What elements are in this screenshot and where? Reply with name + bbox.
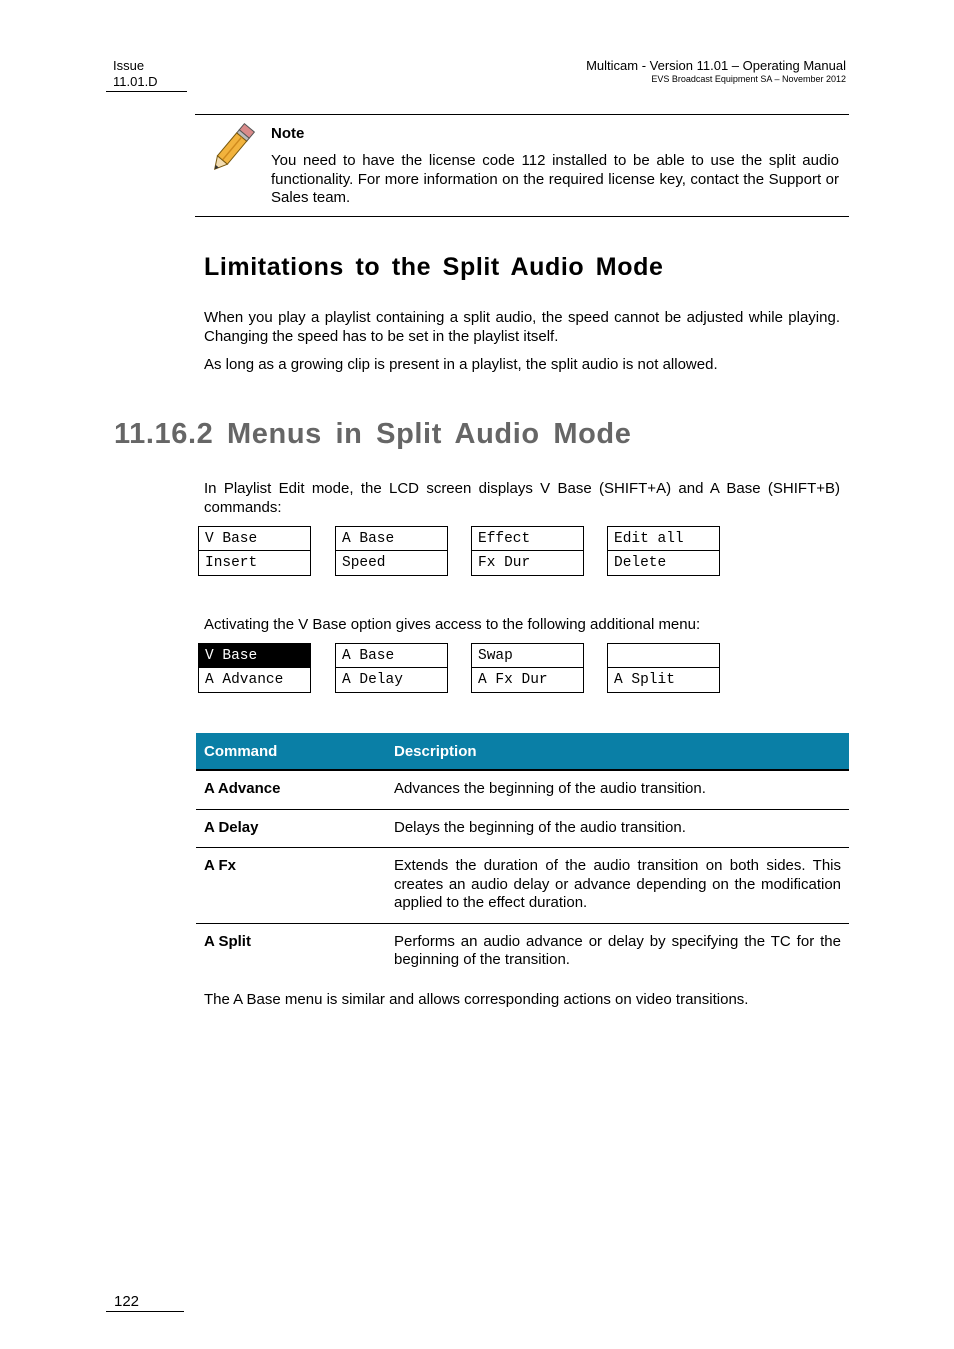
lcd-key-bottom-label: Delete: [614, 555, 667, 571]
issue-block: [106, 58, 187, 92]
lcd-key-a-split: [607, 643, 720, 693]
lcd-key-swap: [471, 643, 584, 693]
command-cell: A Delay: [196, 809, 386, 848]
note-box: [195, 114, 849, 217]
limitations-paragraph-2: As long as a growing clip is present in a playlist, the split audio is not allowed.: [204, 356, 718, 373]
closing-paragraph: The A Base menu is similar and allows corresponding actions on video transitions.: [204, 991, 749, 1008]
description-cell: Delays the beginning of the audio transition.: [386, 809, 849, 848]
lcd-key-effect: [471, 526, 584, 576]
lcd-key-top-label: Swap: [472, 644, 583, 668]
lcd-key-top-label: V Base: [199, 527, 310, 551]
section-heading: 11.16.2 Menus in Split Audio Mode: [114, 418, 632, 450]
menus-intro: In Playlist Edit mode, the LCD screen displays V Base (SHIFT+A) and A Base (SHIFT+B) commands:: [204, 480, 840, 516]
lcd-key-bottom-label: A Split: [614, 672, 675, 688]
lcd-key-bottom-label: A Delay: [342, 672, 403, 688]
manual-header: [586, 58, 846, 85]
note-text: You need to have the license code 112 installed to be able to use the split audio functionality. For more information on the required license key, contact the Support or Sales team.: [271, 152, 839, 206]
description-cell: Advances the beginning of the audio transition.: [386, 770, 849, 809]
lcd-key-bottom-label: Fx Dur: [478, 555, 531, 571]
lcd-key-a-base: [335, 643, 448, 693]
limitations-heading: Limitations to the Split Audio Mode: [204, 253, 664, 281]
lcd-key-bottom-label: A Advance: [205, 672, 284, 688]
lcd-key-top-label: Effect: [472, 527, 583, 551]
description-cell: Performs an audio advance or delay by specifying the TC for the beginning of the transition.: [394, 932, 841, 968]
command-cell: A Split: [204, 932, 251, 950]
manual-title: Multicam - Version 11.01 – Operating Manual: [586, 58, 846, 73]
table-row: [196, 770, 849, 809]
lcd-key-top-label: Edit all: [608, 527, 719, 551]
command-cell: A Fx: [196, 848, 386, 924]
lcd-key-bottom-label: A Fx Dur: [478, 672, 548, 688]
table-row: [196, 923, 849, 980]
page-number: 122: [106, 1293, 184, 1312]
issue-number: 11.01.D: [113, 74, 158, 89]
lcd-key-bottom-label: Insert: [205, 555, 258, 571]
table-row: [196, 848, 849, 924]
lcd-key-v-base-active: [198, 643, 311, 693]
lcd-key-top-label: A Base: [336, 644, 447, 668]
lcd-key-a-base: [335, 526, 448, 576]
table-row: [196, 809, 849, 848]
limitations-paragraph-1: When you play a playlist containing a split audio, the speed cannot be adjusted while playing. Changing the speed has to be set in the playlist itself.: [204, 309, 840, 345]
column-header-description: Description: [386, 733, 849, 770]
command-table: [196, 733, 849, 980]
menus-between-text: Activating the V Base option gives access to the following additional menu:: [204, 616, 701, 633]
command-cell: A Advance: [196, 770, 386, 809]
description-cell: Extends the duration of the audio transition on both sides. This creates an audio delay or advance depending on the modification applied to the effect duration.: [386, 848, 849, 924]
note-title: Note: [271, 125, 305, 142]
issue-label: Issue: [113, 58, 145, 73]
lcd-key-top-label: A Base: [336, 527, 447, 551]
publisher-line: EVS Broadcast Equipment SA – November 2012: [651, 74, 846, 84]
lcd-key-top-label: [608, 644, 719, 668]
lcd-key-top-label: V Base: [199, 644, 310, 668]
table-header-row: [196, 733, 849, 770]
pencil-icon: [205, 123, 257, 175]
lcd-key-edit-all: [607, 526, 720, 576]
column-header-command: Command: [196, 733, 386, 770]
lcd-key-bottom-label: Speed: [342, 555, 386, 571]
lcd-key-v-base: [198, 526, 311, 576]
